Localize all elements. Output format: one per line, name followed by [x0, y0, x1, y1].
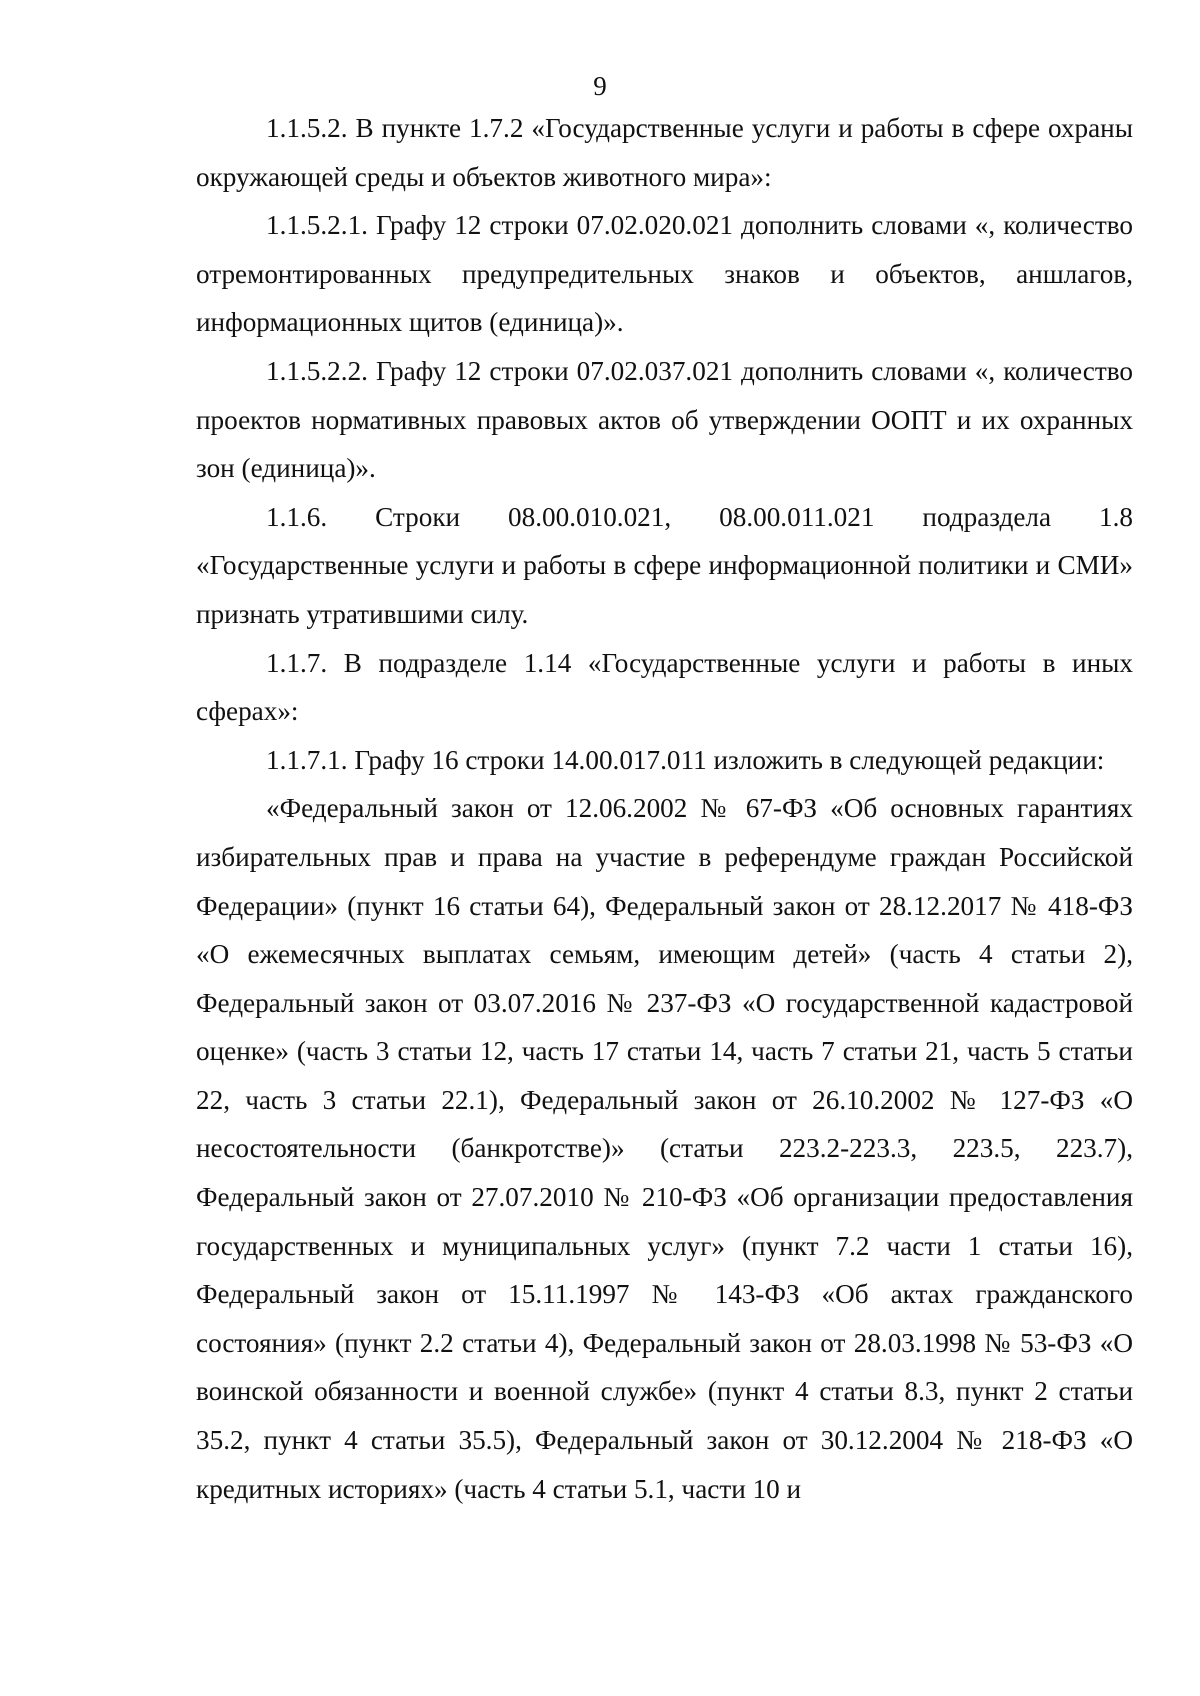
document-body	[196, 104, 1133, 1513]
paragraph-1-1-6: 1.1.6. Строки 08.00.010.021, 08.00.011.021 подраздела 1.8 «Государственные услуги и работы в сфере информационной политики и СМИ» признать утратившими силу.	[196, 501, 1133, 629]
page-number: 9	[593, 71, 607, 101]
paragraph-1-1-7-1: 1.1.7.1. Графу 16 строки 14.00.017.011 изложить в следующей редакции:	[266, 744, 1105, 775]
paragraph-federal-laws: «Федеральный закон от 12.06.2002 № 67-ФЗ «Об основных гарантиях избирательных прав и права на участие в референдуме граждан Российской Федерации» (пункт 16 статьи 64), Федеральный закон от 28.12.2017 № 418-ФЗ «О ежемесячных выплатах семьям, имеющим детей» (часть 4 статьи 2), Федеральный закон от 03.07.2016 № 237-ФЗ «О государственной кадастровой оценке» (часть 3 статьи 12, часть 17 статьи 14, часть 7 статьи 21, часть 5 статьи 22, часть 3 статьи 22.1), Федеральный закон от 26.10.2002 № 127-ФЗ «О несостоятельности (банкротстве)» (статьи 223.2-223.3, 223.5, 223.7), Федеральный закон от 27.07.2010 № 210-ФЗ «Об организации предоставления государственных и муниципальных услуг» (пункт 7.2 части 1 статьи 16), Федеральный закон от 15.11.1997 № 143-ФЗ «Об актах гражданского состояния» (пункт 2.2 статьи 4), Федеральный закон от 28.03.1998 № 53-ФЗ «О воинской обязанности и военной службе» (пункт 4 статьи 8.3, пункт 2 статьи 35.2, пункт 4 статьи 35.5), Федеральный закон от 30.12.2004 № 218-ФЗ «О кредитных историях» (часть 4 статьи 5.1, части 10 и	[196, 793, 1133, 1504]
paragraph-1-1-7: 1.1.7. В подразделе 1.14 «Государственные услуги и работы в иных сферах»:	[196, 647, 1133, 727]
paragraph-1-1-5-2-2: 1.1.5.2.2. Графу 12 строки 07.02.037.021 дополнить словами «, количество проектов нормативных правовых актов об утверждении ООПТ и их охранных зон (единица)».	[196, 355, 1133, 484]
paragraph-1-1-5-2-1: 1.1.5.2.1. Графу 12 строки 07.02.020.021 дополнить словами «, количество отремонтированных предупредительных знаков и объектов, аншлагов, информационных щитов (единица)».	[196, 210, 1133, 338]
paragraph-1-1-5-2: 1.1.5.2. В пункте 1.7.2 «Государственные услуги и работы в сфере охраны окружающей среды и объектов животного мира»:	[196, 113, 1133, 192]
